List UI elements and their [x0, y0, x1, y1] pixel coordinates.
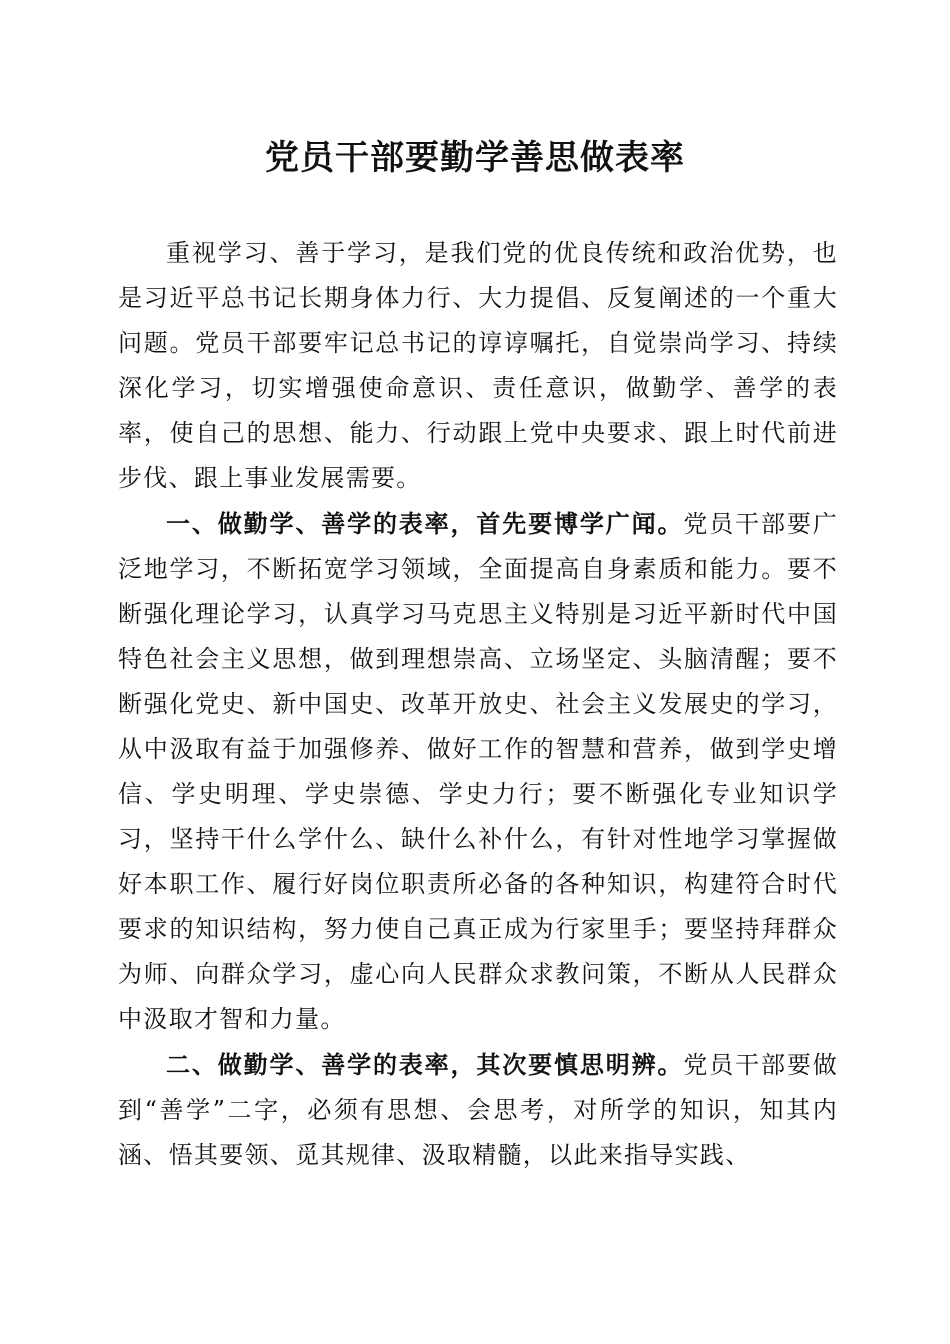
document-title: 党员干部要勤学善思做表率 — [265, 138, 685, 178]
document-body — [118, 230, 838, 1178]
paragraph-section-2 — [118, 1042, 838, 1178]
paragraph-intro — [118, 230, 838, 501]
paragraph-text: 党员干部要广泛地学习，不断拓宽学习领域，全面提高自身素质和能力。要不断强化理论学习，认真学习马克思主义特别是习近平新时代中国特色社会主义思想，做到理想崇高、立场坚定、头脑清醒；要不断强化党史、新中国史、改革开放史、社会主义发展史的学习，从中汲取有益于加强修养、做好工作的智慧和营养，做到学史增信、学史明理、学史崇德、学史力行；要不断强化专业知识学习，坚持干什么学什么、缺什么补什么，有针对性地学习掌握做好本职工作、履行好岗位职责所必备的各种知识，构建符合时代要求的知识结构，努力使自己真正成为行家里手；要坚持拜群众为师、向群众学习，虚心向人民群众求教问策，不断从人民群众中汲取才智和力量。 — [118, 510, 838, 1033]
paragraph-lead: 一、做勤学、善学的表率，首先要博学广闻。 — [166, 509, 684, 538]
paragraph-section-1 — [118, 501, 838, 1042]
paragraph-text: 党员干部要做到“善学”二字，必须有思想、会思考，对所学的知识，知其内涵、悟其要领、觅其规律、汲取精髓，以此来指导实践、 — [118, 1051, 838, 1169]
paragraph-lead: 二、做勤学、善学的表率，其次要慎思明辨。 — [166, 1050, 684, 1079]
paragraph-text: 重视学习、善于学习，是我们党的优良传统和政治优势，也是习近平总书记长期身体力行、大力提倡、反复阐述的一个重大问题。党员干部要牢记总书记的谆谆嘱托，自觉崇尚学习、持续深化学习，切实增强使命意识、责任意识，做勤学、善学的表率，使自己的思想、能力、行动跟上党中央要求、跟上时代前进步伐、跟上事业发展需要。 — [118, 239, 838, 492]
